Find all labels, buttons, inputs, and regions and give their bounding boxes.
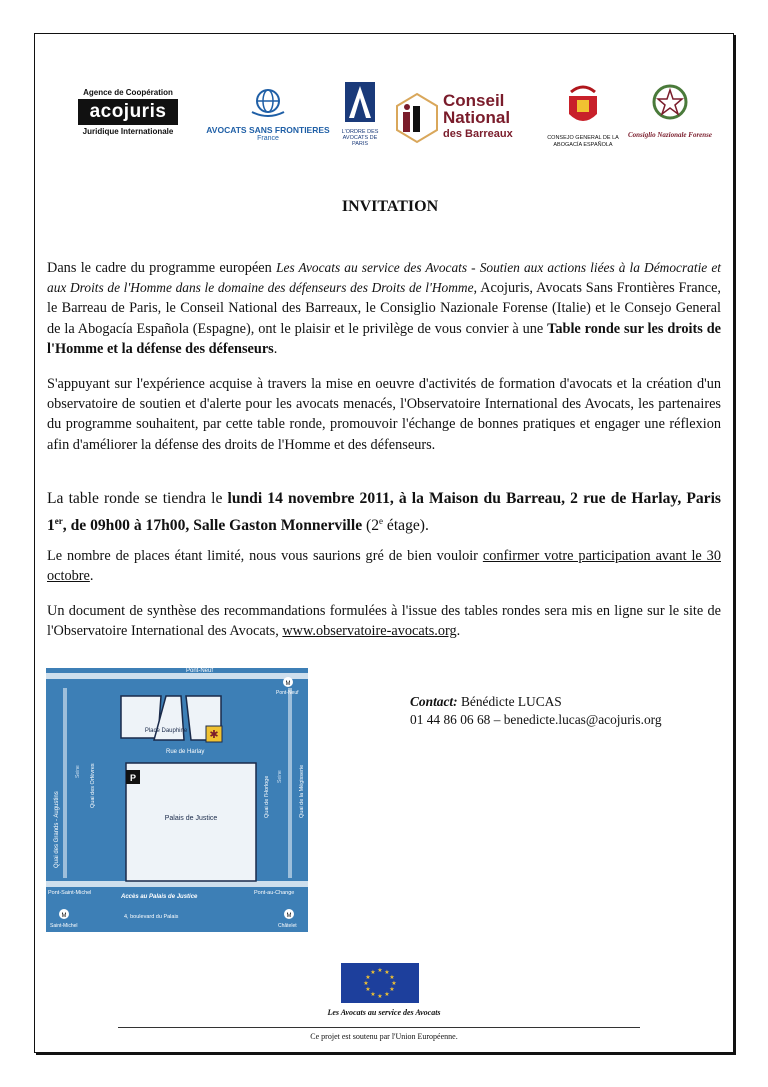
svg-text:★: ★	[377, 968, 383, 974]
svg-text:★: ★	[370, 970, 376, 976]
page-title: INVITATION	[341, 198, 439, 215]
italian-emblem-icon	[650, 82, 690, 126]
svg-text:★: ★	[384, 970, 390, 976]
label-rue-harlay: Rue de Harlay	[166, 749, 205, 755]
label-boulevard: 4, boulevard du Palais	[124, 914, 179, 920]
ordre-a-icon	[345, 82, 375, 122]
svg-text:M: M	[286, 913, 292, 919]
road-pont-neuf	[46, 673, 308, 679]
label-pont-neuf: Pont-Neuf	[186, 668, 214, 674]
acojuris-logo: Agence de Coopération acojuris Juridique Internationale	[70, 88, 186, 136]
label-seine-right: Seine	[277, 770, 283, 783]
globe-hands-icon	[248, 86, 288, 120]
partner-logos	[60, 78, 720, 158]
label-acces: Accès au Palais de Justice	[121, 894, 198, 900]
label-palais: Palais de Justice	[164, 815, 218, 822]
spanish-crest-icon	[563, 82, 603, 130]
cgae-logo: CONSEJO GENERAL DE LA ABOGACÍA ESPAÑOLA	[538, 82, 628, 148]
parking-icon: P	[129, 773, 137, 783]
paragraph-context: S'appuyant sur l'expérience acquise à travers la mise en oeuvre d'activités de formation d'avocats et la création d'un observatoire de soutien et d'alerte pour les avocats menacés, l'Observatoire International des Avocats, les partenaires du programme souhaitent, par cette table ronde, promouvoir l'échange de bonnes pratiques et engager une réflexion afin d'améliorer la défense des droits de l'Homme et des défenseurs.	[47, 376, 721, 453]
eu-flag	[341, 963, 419, 1003]
quai-left-road	[63, 688, 67, 878]
label-metro-st-michel: Saint-Michel	[50, 923, 78, 929]
svg-text:★: ★	[365, 975, 371, 981]
contact-block: Contact: Bénédicte LUCAS 01 44 86 06 68 – benedicte.lucas@acojuris.org	[410, 694, 662, 727]
cnb-logo: Conseil National des Barreaux	[395, 92, 535, 149]
label-quai-megisserie: Quai de la Mégisserie	[299, 764, 305, 818]
rsvp-link[interactable]: confirmer votre participation avant le 30 octobre	[47, 548, 721, 585]
paragraph-rsvp: Le nombre de places étant limité, nous vous saurions gré de bien vouloir confirmer votre participation avant le 30 octobre.	[47, 548, 721, 585]
svg-text:M: M	[285, 681, 291, 687]
label-place-dauphine: Place Dauphine	[144, 728, 188, 734]
asf-logo: AVOCATS SANS FRONTIERES France	[200, 86, 336, 142]
footer-support: Ce projet est soutenu par l'Union Européenne.	[310, 1032, 458, 1041]
label-seine-left: Seine	[75, 765, 81, 778]
cnf-logo: Consiglio Nazionale Forense	[625, 82, 715, 139]
svg-text:★: ★	[389, 975, 395, 981]
svg-text:★: ★	[365, 987, 371, 993]
label-metro-pont-neuf: Pont-Neuf	[276, 690, 299, 696]
label-quai-orfevres: Quai des Orfèvres	[90, 763, 96, 808]
location-map	[46, 668, 308, 932]
svg-text:★: ★	[377, 994, 383, 1000]
cnb-emblem-icon	[395, 92, 439, 144]
star-icon: ✱	[209, 729, 219, 741]
svg-text:M: M	[61, 913, 67, 919]
eu-stars-icon	[341, 963, 419, 1003]
footer-programme: Les Avocats au service des Avocats	[327, 1008, 441, 1017]
svg-text:★: ★	[391, 981, 397, 987]
label-metro-chatelet: Châtelet	[278, 923, 297, 929]
paragraph-intro: Dans le cadre du programme européen Les Avocats au service des Avocats - Soutien aux actions liées à la Démocratie et aux Droits de l'Homme dans le domaine des défenseurs des Droits de l'Homme, Acojuris, Avocats Sans Frontières France, le Barreau de Paris, le Conseil National des Barreaux, le Consiglio Nazionale Forense (Italie) et le Consejo General de la Abogacía Española (Espagne), ont le plaisir et le privilège de vous convier à une Table ronde sur les droits de l'Homme et la défense des défenseurs.	[47, 260, 721, 357]
paragraph-date-venue: La table ronde se tiendra le lundi 14 novembre 2011, à la Maison du Barreau, 2 rue de Harlay, Paris 1er, de 09h00 à 17h00, Salle Gaston Monnerville (2e étage).	[47, 490, 721, 535]
road-bottom	[46, 881, 308, 887]
label-quai-augustins: Quai des Grands - Augustins	[54, 791, 60, 868]
quai-right-road	[288, 688, 292, 878]
paragraph-synthesis: Un document de synthèse des recommandations formulées à l'issue des tables rondes sera mis en ligne sur le site de l'Observatoire International des Avocats, www.observatoire-avocats.org.	[47, 603, 721, 640]
svg-text:★: ★	[384, 992, 390, 998]
label-pont-st-michel: Pont-Saint-Michel	[48, 890, 92, 896]
footer-divider	[118, 1027, 640, 1028]
website-link[interactable]: www.observatoire-avocats.org	[282, 623, 457, 640]
palais-building	[126, 763, 256, 881]
contact-details[interactable]: 01 44 86 06 68 – benedicte.lucas@acojuris.org	[410, 712, 662, 727]
svg-text:★: ★	[370, 992, 376, 998]
label-quai-horloge: Quai de l'Horloge	[264, 775, 270, 818]
ordre-paris-logo: L'ORDRE DES AVOCATS DE PARIS	[340, 82, 380, 147]
label-pont-change: Pont-au-Change	[254, 890, 295, 896]
svg-text:★: ★	[363, 981, 369, 987]
svg-text:★: ★	[389, 987, 395, 993]
